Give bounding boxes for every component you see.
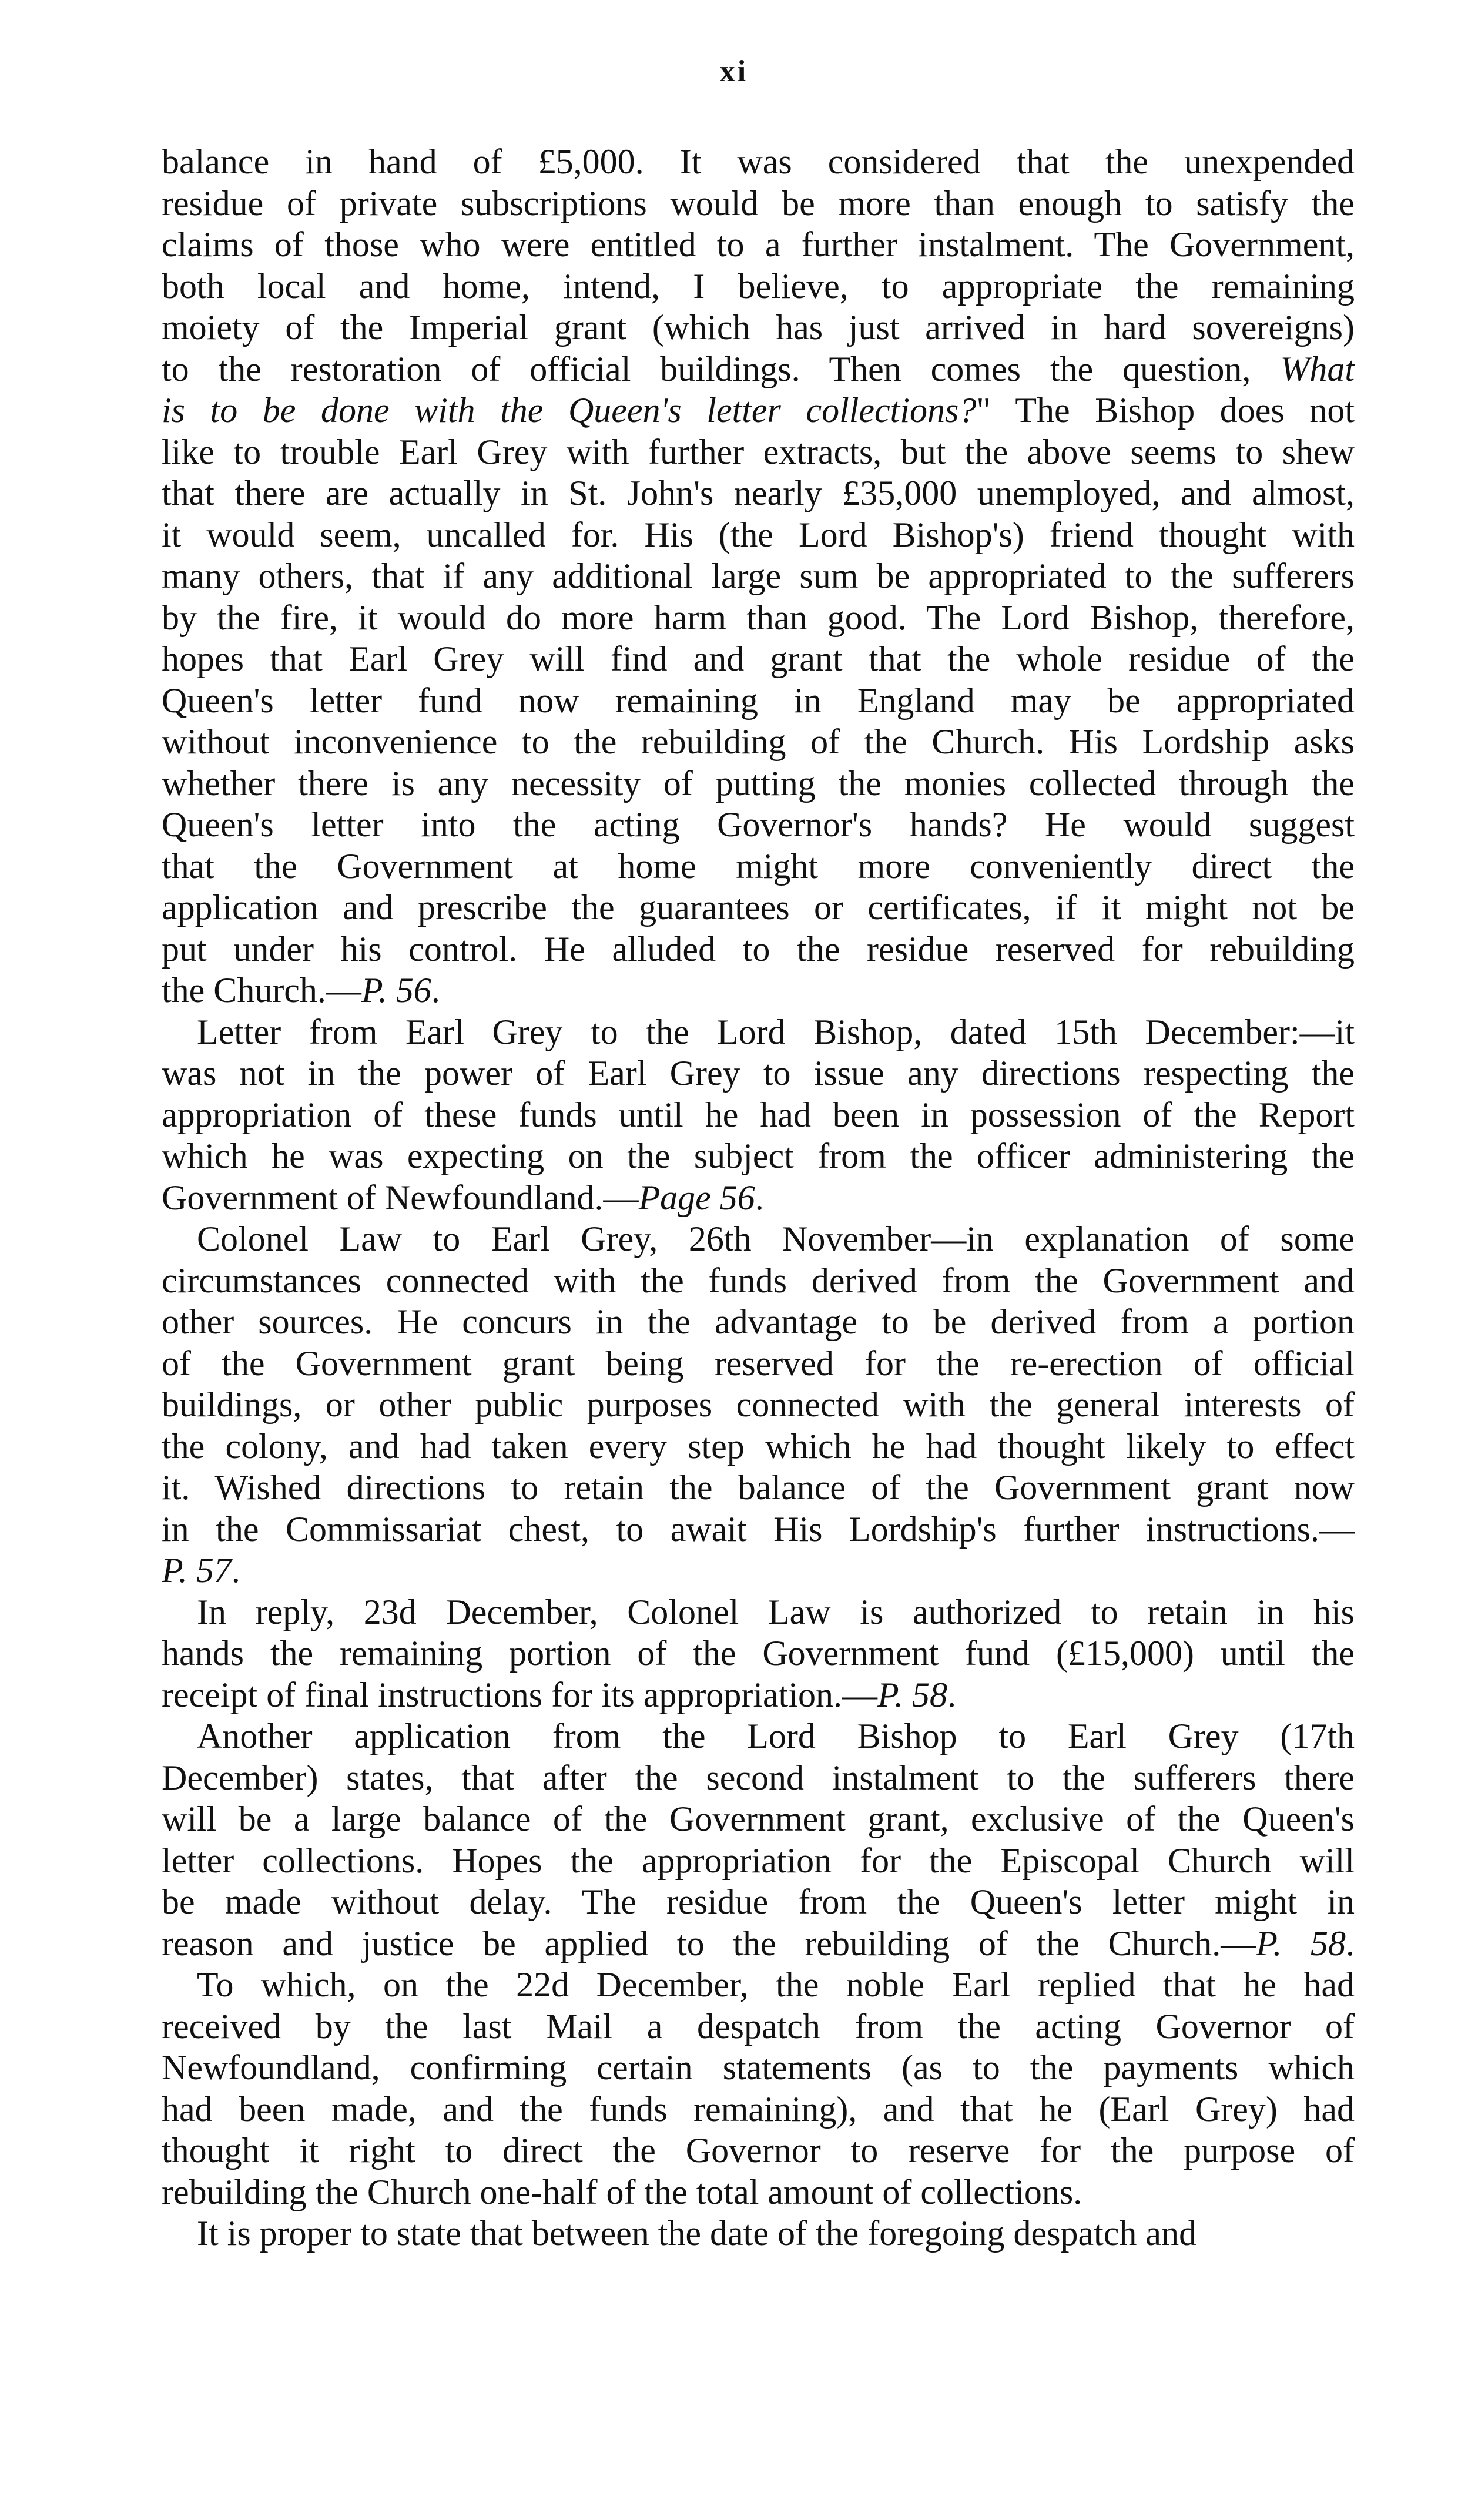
text-line: Newfoundland, confirming certain statements (as to the payments which xyxy=(162,2048,1355,2087)
text-line: of the Government grant being reserved for the re-erection of official xyxy=(162,1343,1355,1383)
text-line: which he was expecting on the subject from the officer administering the xyxy=(162,1137,1355,1175)
text-line: thought it right to direct the Governor to reserve for the purpose of xyxy=(162,2131,1355,2170)
italic-reference: P. 56 xyxy=(361,971,431,1010)
text-line: P. 57. xyxy=(162,1551,240,1590)
text-line: whether there is any necessity of putting the monies collected through the xyxy=(162,763,1355,803)
text-line: balance in hand of £5,000. It was considered that the unexpended xyxy=(162,142,1355,181)
text-line: moiety of the Imperial grant (which has just arrived in hard sovereigns) xyxy=(162,308,1355,347)
text-line: received by the last Mail a despatch from the acting Governor of xyxy=(162,2006,1355,2046)
text-line: circumstances connected with the funds derived from the Government and xyxy=(162,1261,1355,1300)
italic-reference: is to be done with the Queen's letter collections? xyxy=(162,391,977,430)
text-line: It is proper to state that between the date of the foregoing despatch and xyxy=(197,2214,1197,2253)
text-line: had been made, and the funds remaining), and that he (Earl Grey) had xyxy=(162,2089,1355,2129)
text-line: was not in the power of Earl Grey to issue any directions respecting the xyxy=(162,1054,1355,1093)
text-line: reason and justice be applied to the rebuilding of the Church.—P. 58. xyxy=(162,1923,1355,1963)
text-line: that the Government at home might more conveniently direct the xyxy=(162,846,1355,886)
text-line: both local and home, intend, I believe, to appropriate the remaining xyxy=(162,266,1355,306)
text-line: it. Wished directions to retain the balance of the Government grant now xyxy=(162,1468,1355,1507)
text-line: Another application from the Lord Bishop to Earl Grey (17th xyxy=(197,1717,1355,1755)
text-line: be made without delay. The residue from the Queen's letter might in xyxy=(162,1882,1355,1921)
text-line: in the Commissariat chest, to await His Lordship's further instructions.— xyxy=(162,1509,1355,1549)
text-line: rebuilding the Church one-half of the total amount of collections. xyxy=(162,2172,1082,2211)
page-number: xi xyxy=(719,55,749,88)
text-line: other sources. He concurs in the advantage to be derived from a portion xyxy=(162,1302,1355,1341)
text-line: claims of those who were entitled to a further instalment. The Government, xyxy=(162,225,1355,264)
text-line: buildings, or other public purposes connected with the general interests of xyxy=(162,1385,1355,1424)
text-line: application and prescribe the guarantees or certificates, if it might not be xyxy=(162,888,1355,927)
text-line: put under his control. He alluded to the residue reserved for rebuilding xyxy=(162,929,1355,969)
text-line: Queen's letter fund now remaining in England may be appropriated xyxy=(162,681,1355,720)
italic-reference: P. 57 xyxy=(162,1551,232,1590)
text-line: without inconvenience to the rebuilding of the Church. His Lordship asks xyxy=(162,722,1355,761)
text-line: December) states, that after the second instalment to the sufferers there xyxy=(162,1758,1355,1797)
text-line: Letter from Earl Grey to the Lord Bishop, dated 15th December:—it xyxy=(197,1012,1355,1051)
text-line: will be a large balance of the Government grant, exclusive of the Queen's xyxy=(162,1799,1355,1838)
text-line: many others, that if any additional large sum be appropriated to the sufferers xyxy=(162,557,1355,595)
italic-reference: Page 56 xyxy=(638,1178,755,1217)
italic-reference: P. 58 xyxy=(877,1675,947,1714)
text-line: hopes that Earl Grey will find and grant that the whole residue of the xyxy=(162,639,1355,678)
text-line: to the restoration of official buildings. Then comes the question, What xyxy=(162,349,1355,388)
text-line: To which, on the 22d December, the noble Earl replied that he had xyxy=(197,1965,1355,2004)
text-line: it would seem, uncalled for. His (the Lord Bishop's) friend thought with xyxy=(162,515,1355,554)
text-line: Queen's letter into the acting Governor's hands? He would suggest xyxy=(162,805,1355,844)
text-line: Government of Newfoundland.—Page 56. xyxy=(162,1178,764,1217)
text-line: that there are actually in St. John's nearly £35,000 unemployed, and almost, xyxy=(162,474,1355,512)
text-line: letter collections. Hopes the appropriation for the Episcopal Church will xyxy=(162,1841,1355,1880)
text-line: by the fire, it would do more harm than good. The Lord Bishop, therefore, xyxy=(162,598,1355,637)
text-line: Colonel Law to Earl Grey, 26th November—in explanation of some xyxy=(197,1219,1355,1258)
text-line: like to trouble Earl Grey with further extracts, but the above seems to shew xyxy=(162,432,1355,471)
text-line: hands the remaining portion of the Government fund (£15,000) until the xyxy=(162,1634,1355,1673)
italic-reference: What xyxy=(1280,349,1355,388)
text-line: the colony, and had taken every step which he had thought likely to effect xyxy=(162,1426,1355,1466)
italic-reference: P. 58 xyxy=(1256,1923,1346,1963)
body-text xyxy=(162,141,1355,2254)
text-line: is to be done with the Queen's letter collections?" The Bishop does not xyxy=(162,391,1355,430)
text-line: residue of private subscriptions would be more than enough to satisfy the xyxy=(162,183,1355,223)
text-line: appropriation of these funds until he had been in possession of the Report xyxy=(162,1095,1355,1134)
text-line: receipt of final instructions for its appropriation.—P. 58. xyxy=(162,1675,956,1714)
text-line: In reply, 23d December, Colonel Law is authorized to retain in his xyxy=(197,1592,1355,1631)
text-line: the Church.—P. 56. xyxy=(162,971,440,1010)
